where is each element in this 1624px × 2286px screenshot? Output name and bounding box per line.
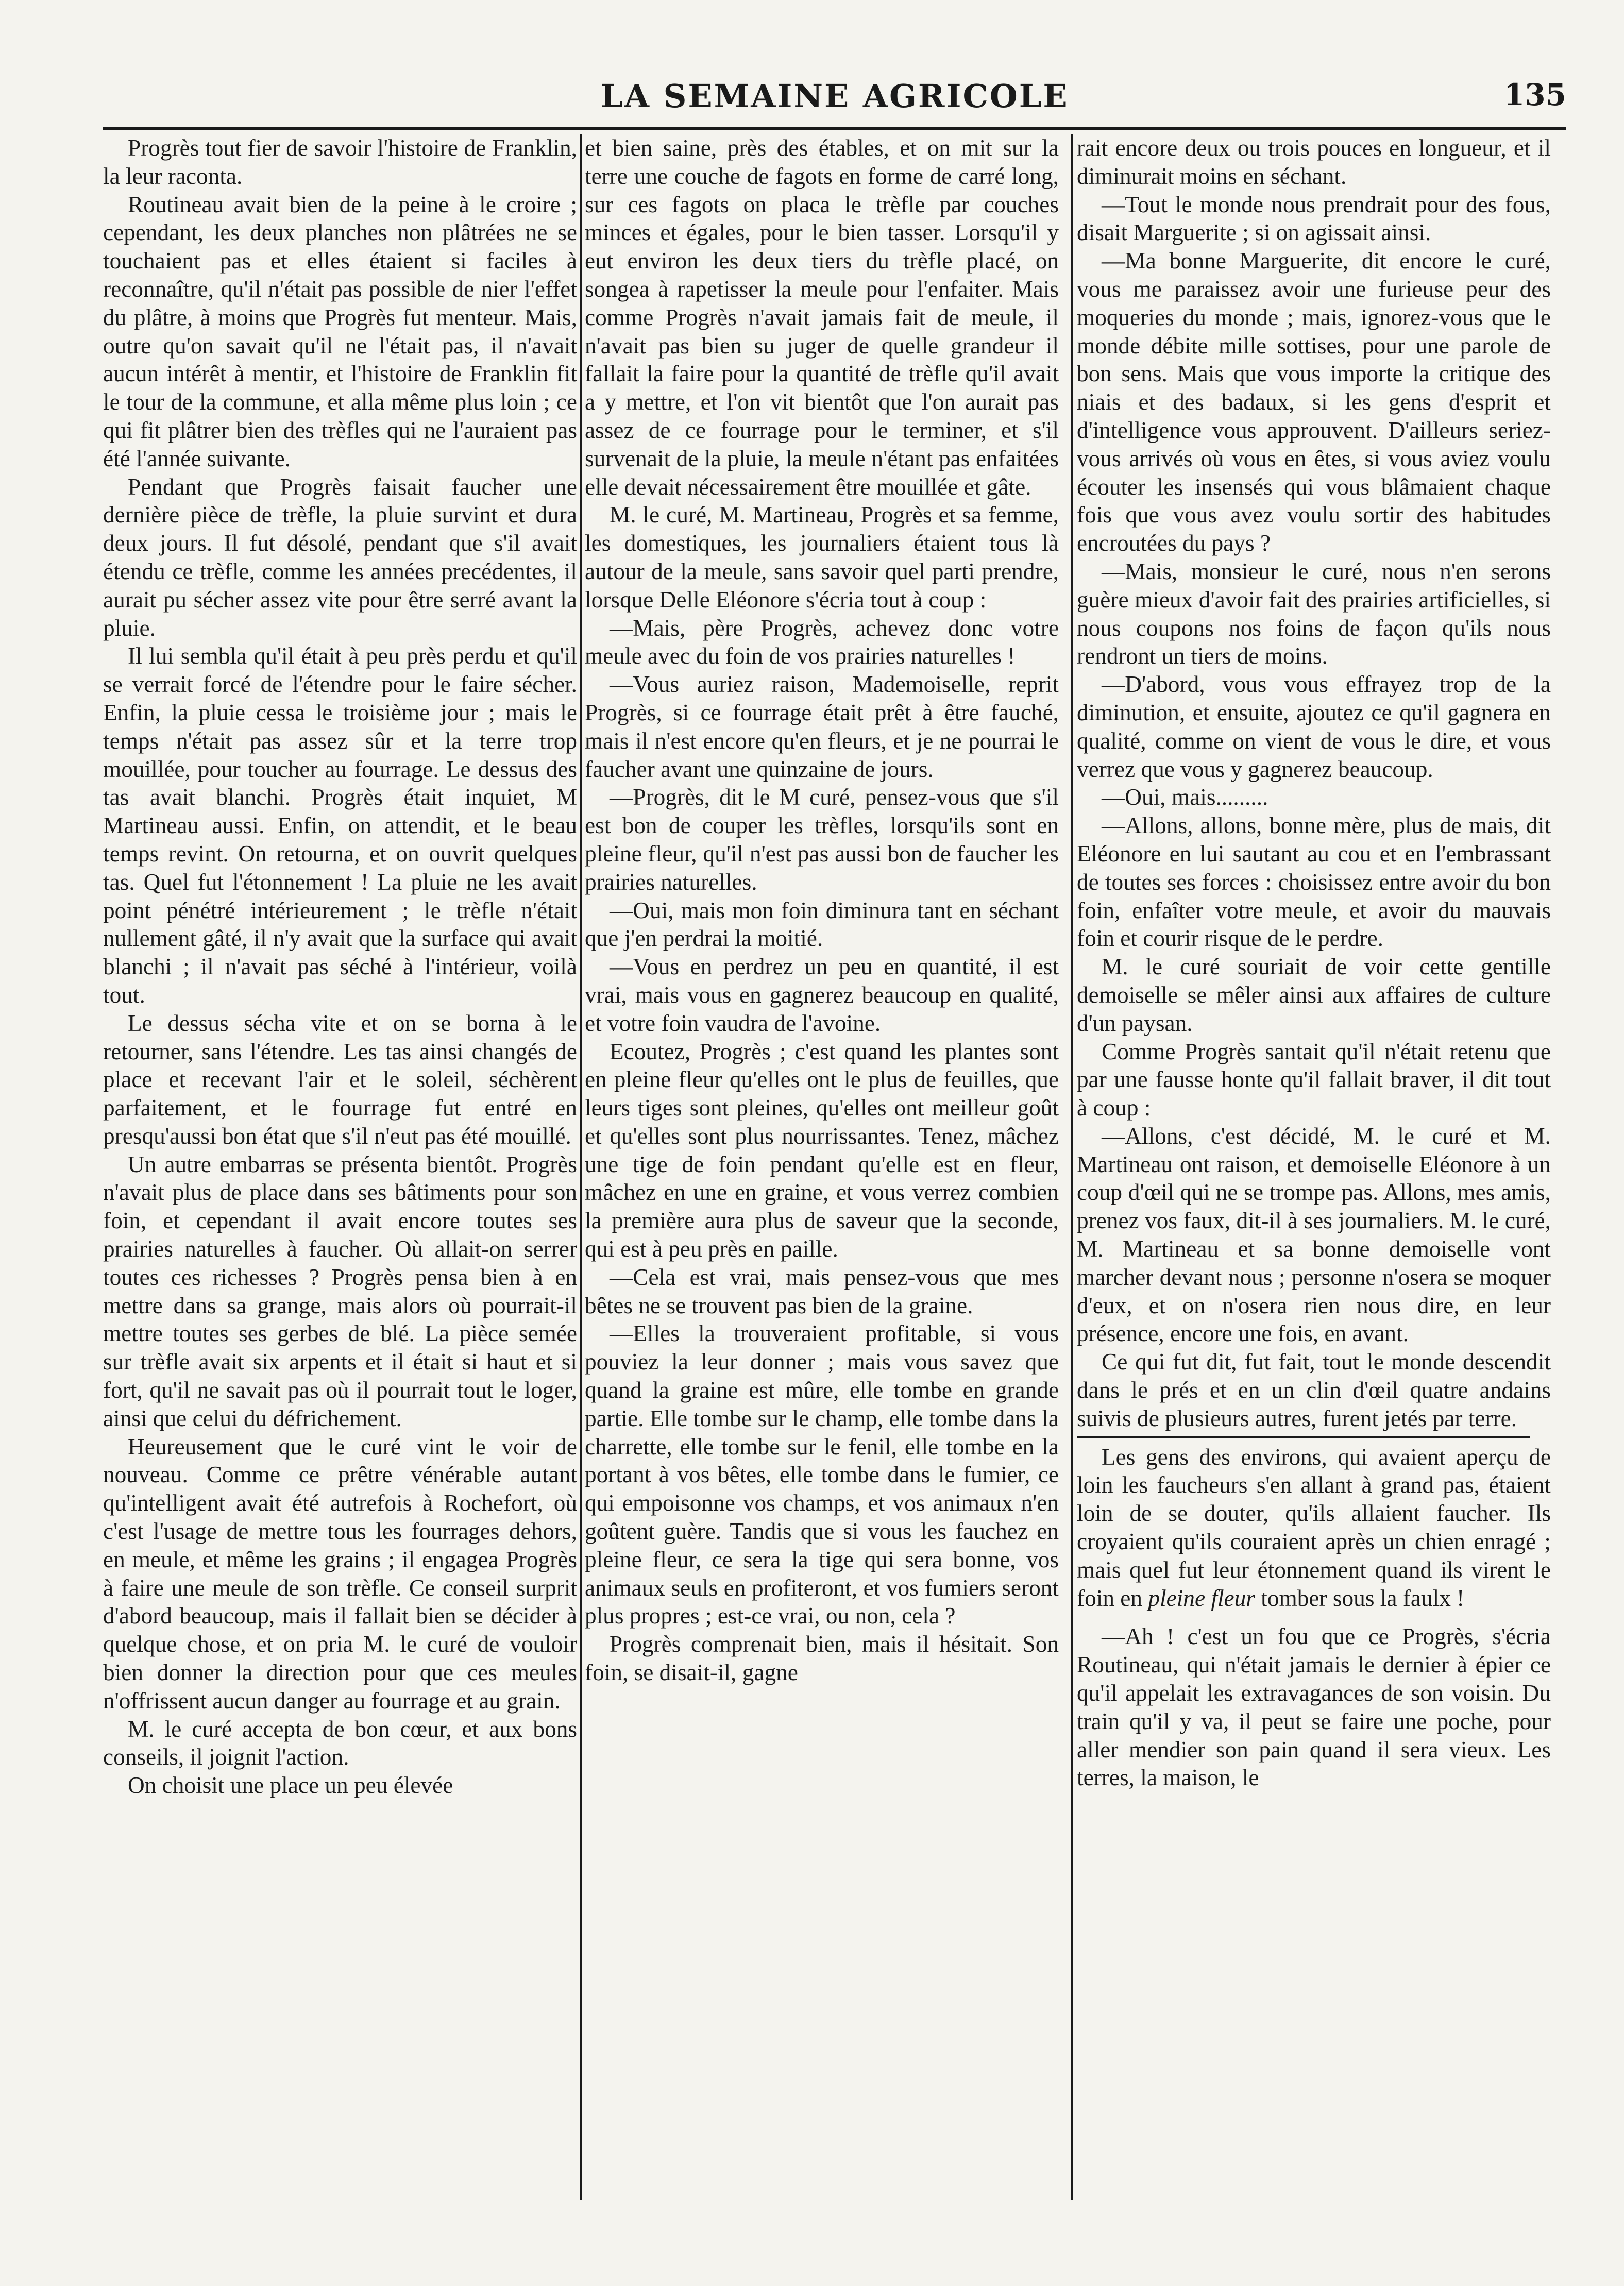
paragraph: —Oui, mais mon foin diminura tant en séchant que j'en perdrai la moitié.	[585, 897, 1059, 952]
paragraph: —Mais, père Progrès, achevez donc votre meule avec du foin de vos prairies naturelles !	[585, 615, 1059, 669]
column-divider	[580, 134, 582, 2200]
paragraph: —Allons, allons, bonne mère, plus de mais, dit Eléonore en lui sautant au cou et en l'embrassant de toutes ses forces : choisissez entre avoir du bon foin, enfaîter votre meule, et avoir du mauvais foin et courir risque de le perdre.	[1077, 812, 1551, 952]
paragraph: —Vous en perdrez un peu en quantité, il est vrai, mais vous en gagnerez beaucoup en qualité, et votre foin vaudra de l'avoine.	[585, 954, 1059, 1036]
paragraph: rait encore deux ou trois pouces en longueur, et il diminurait moins en séchant.	[1077, 135, 1551, 189]
paragraph: —Oui, mais.........	[1102, 784, 1268, 810]
paragraph: —Progrès, dit le M curé, pensez-vous que s'il est bon de couper les trèfles, lorsqu'ils sont en pleine fleur, qu'il n'est pas aussi bon de faucher les prairies naturelles.	[585, 784, 1059, 895]
paragraph: Le dessus sécha vite et on se borna à le retourner, sans l'étendre. Les tas ainsi changés de place et recevant l'air et le soleil, séchèrent parfaitement, et le fourrage fut entré en presqu'aussi bon état que s'il n'eut pas été mouillé.	[103, 1010, 577, 1149]
text-column-1	[103, 134, 577, 1800]
paragraph: On choisit une place un peu élevée	[128, 1772, 453, 1799]
page-header	[103, 77, 1566, 124]
paragraph: Progrès comprenait bien, mais il hésitait. Son foin, se disait-il, gagne	[585, 1631, 1059, 1686]
paragraph-text: tomber sous la faulx !	[1255, 1585, 1465, 1611]
journal-title: LA SEMAINE AGRICOLE	[600, 77, 1069, 115]
section-rule	[1077, 1436, 1530, 1438]
paragraph: —Ma bonne Marguerite, dit encore le curé, vous me paraissez avoir une furieuse peur des moqueries du monde ; mais, ignorez-vous que le monde débite mille sottises, pour une parole de bon sens. Mais que vous importe la critique des niais et des badaux, si les gens d'esprit et d'intelligence vous approuvent. D'ailleurs seriez-vous arrivés où vous en êtes, si vous aviez voulu écouter les insensés qui vous blâmaient chaque fois que vous avez voulu sortir des habitudes encroutées du pays ?	[1077, 248, 1551, 556]
paragraph: M. le curé souriait de voir cette gentille demoiselle se mêler ainsi aux affaires de culture d'un paysan.	[1077, 954, 1551, 1036]
paragraph	[1077, 1443, 1551, 1613]
paragraph: —Vous auriez raison, Mademoiselle, reprit Progrès, si ce fourrage était prêt à être fauché, mais il n'est encore qu'en fleurs, et je ne pourrai le faucher avant une quinzaine de jours.	[585, 671, 1059, 782]
paragraph: Progrès tout fier de savoir l'histoire de Franklin, la leur raconta.	[103, 135, 577, 189]
paragraph: —Ah ! c'est un fou que ce Progrès, s'écria Routineau, qui n'était jamais le dernier à épier ce qu'il appelait les extravagances de son voisin. Du train qu'il y va, il peut se faire une poche, pour aller mendier son pain quand il sera vieux. Les terres, la maison, le	[1077, 1623, 1551, 1791]
paragraph: —Cela est vrai, mais pensez-vous que mes bêtes ne se trouvent pas bien de la graine.	[585, 1264, 1059, 1318]
header-rule	[103, 127, 1566, 130]
paragraph: Il lui sembla qu'il était à peu près perdu et qu'il se verrait forcé de l'étendre pour le faire sécher. Enfin, la pluie cessa le troisième jour ; mais le temps n'était pas assez sûr et la terre trop mouillée, pour toucher au fourrage. Le dessus des tas avait blanchi. Progrès était inquiet, M Martineau aussi. Enfin, on attendit, et le beau temps revint. On retourna, et on ouvrit quelques tas. Quel fut l'étonnement ! La pluie ne les avait point pénétré intérieurement ; le trèfle n'était nullement gâté, il n'y avait que la surface qui avait blanchi ; il n'avait pas séché à l'intérieur, voilà tout.	[103, 643, 577, 1008]
column-divider	[1071, 134, 1073, 2200]
text-column-3	[1077, 134, 1551, 1792]
paragraph: Pendant que Progrès faisait faucher une dernière pièce de trèfle, la pluie survint et dura deux jours. Il fut désolé, pendant que s'il avait étendu ce trèfle, comme les années precédentes, il aurait pu sécher assez vite pour être serré avant la pluie.	[103, 473, 577, 641]
paragraph: —Allons, c'est décidé, M. le curé et M. Martineau ont raison, et demoiselle Eléonore à un coup d'œil qui ne se trompe pas. Allons, mes amis, prenez vos faux, dit-il à ses journaliers. M. le curé, M. Martineau et sa bonne demoiselle vont marcher devant nous ; personne n'osera se moquer d'eux, et on n'osera rien nous dire, en leur présence, encore une fois, en avant.	[1077, 1123, 1551, 1347]
page-number: 135	[1503, 77, 1566, 112]
paragraph: M. le curé, M. Martineau, Progrès et sa femme, les domestiques, les journaliers étaient tous là autour de la meule, sans savoir quel parti prendre, lorsque Delle Eléonore s'écria tout à coup :	[585, 502, 1059, 613]
paragraph: Heureusement que le curé vint le voir de nouveau. Comme ce prêtre vénérable autant qu'intelligent avait été autrefois à Rochefort, où c'est l'usage de mettre tous les fourrages dehors, en meule, et même les grains ; il engagea Progrès à faire une meule de son trèfle. Ce conseil surprit d'abord beaucoup, mais il fallait bien se décider à quelque chose, et on pria M. le curé de vouloir bien donner la direction pour que ces meules n'offrissent aucun danger au fourrage et au grain.	[103, 1433, 577, 1714]
paragraph: —D'abord, vous vous effrayez trop de la diminution, et ensuite, ajoutez ce qu'il gagnera en qualité, comme on vient de vous le dire, et vous verrez que vous y gagnerez beaucoup.	[1077, 671, 1551, 782]
paragraph-text: Les gens des environs, qui avaient aperçu de loin les faucheurs s'en allant à grand pas, étaient loin de se douter, qu'ils allaient faucher. Ils croyaient qu'ils couraient après un chien enragé ; mais quel fut leur étonnement quand ils virent le foin en	[1077, 1444, 1551, 1611]
paragraph: Routineau avait bien de la peine à le croire ; cependant, les deux planches non plâtrées ne se touchaient pas et elles étaient si faciles à reconnaître, qu'il n'était pas possible de nier l'effet du plâtre, à moins que Progrès fut menteur. Mais, outre qu'on savait qu'il ne l'était pas, il n'avait aucun intérêt à mentir, et l'histoire de Franklin fit le tour de la commune, et alla même plus loin ; ce qui fit plâtrer bien des trèfles qui ne l'auraient pas été l'année suivante.	[103, 191, 577, 471]
emphasis-text: pleine fleur	[1148, 1585, 1255, 1611]
paragraph: Un autre embarras se présenta bientôt. Progrès n'avait plus de place dans ses bâtiments pour son foin, et cependant il avait encore toutes ses prairies naturelles à faucher. Où allait-on serrer toutes ces richesses ? Progrès pensa bien à en mettre dans sa grange, mais alors où pourrait-il mettre toutes ses gerbes de blé. La pièce semée sur trèfle avait six arpents et il était si haut et si fort, qu'il ne savait pas où il pourrait tout le loger, ainsi que celui du défrichement.	[103, 1151, 577, 1431]
paragraph: —Elles la trouveraient profitable, si vous pouviez la leur donner ; mais vous savez que quand la graine est mûre, elle tombe en grande partie. Elle tombe sur le champ, elle tombe dans la charrette, elle tombe sur le fenil, elle tombe en la portant à vos bêtes, elle tombe dans le fumier, ce qui empoisonne vos champs, et vos animaux n'en goûtent guère. Tandis que si vous les fauchez en pleine fleur, ce sera la tige qui sera bonne, vos animaux seuls en profiteront, et vos fumiers seront plus propres ; est-ce vrai, ou non, cela ?	[585, 1320, 1059, 1629]
text-column-2	[585, 134, 1059, 1687]
paragraph: —Tout le monde nous prendrait pour des fous, disait Marguerite ; si on agissait ainsi.	[1077, 191, 1551, 246]
paragraph: et bien saine, près des étables, et on mit sur la terre une couche de fagots en forme de carré long, sur ces fagots on placa le trèfle par couches minces et égales, pour le bien tasser. Lorsqu'il y eut environ les deux tiers du trèfle placé, on songea à rapetisser la meule pour l'enfaiter. Mais comme Progrès n'avait jamais fait de meule, il n'avait pas bien su juger de quelle grandeur il fallait la faire pour la quantité de trèfle qu'il avait a y mettre, et l'on vit bientôt que l'on aurait pas assez de ce fourrage pour le terminer, et s'il survenait de la pluie, la meule n'étant pas enfaitées elle devait nécessairement être mouillée et gâte.	[585, 135, 1059, 500]
paragraph: M. le curé accepta de bon cœur, et aux bons conseils, il joignit l'action.	[103, 1716, 577, 1770]
paragraph: Ce qui fut dit, fut fait, tout le monde descendit dans le prés et en un clin d'œil quatre andains suivis de plusieurs autres, furent jetés par terre.	[1077, 1349, 1551, 1431]
paragraph: Ecoutez, Progrès ; c'est quand les plantes sont en pleine fleur qu'elles ont le plus de feuilles, que leurs tiges sont pleines, qu'elles ont meilleur goût et qu'elles sont plus nourrissantes. Tenez, mâchez une tige de foin pendant qu'elle est en fleur, mâchez en une en graine, et vous verrez combien la première aura plus de saveur que la seconde, qui est à peu près en paille.	[585, 1038, 1059, 1262]
paragraph: Comme Progrès santait qu'il n'était retenu que par une fausse honte qu'il fallait braver, il dit tout à coup :	[1077, 1038, 1551, 1121]
paragraph: —Mais, monsieur le curé, nous n'en serons guère mieux d'avoir fait des prairies artificielles, si nous coupons nos foins de façon qu'ils nous rendront un tiers de moins.	[1077, 558, 1551, 669]
